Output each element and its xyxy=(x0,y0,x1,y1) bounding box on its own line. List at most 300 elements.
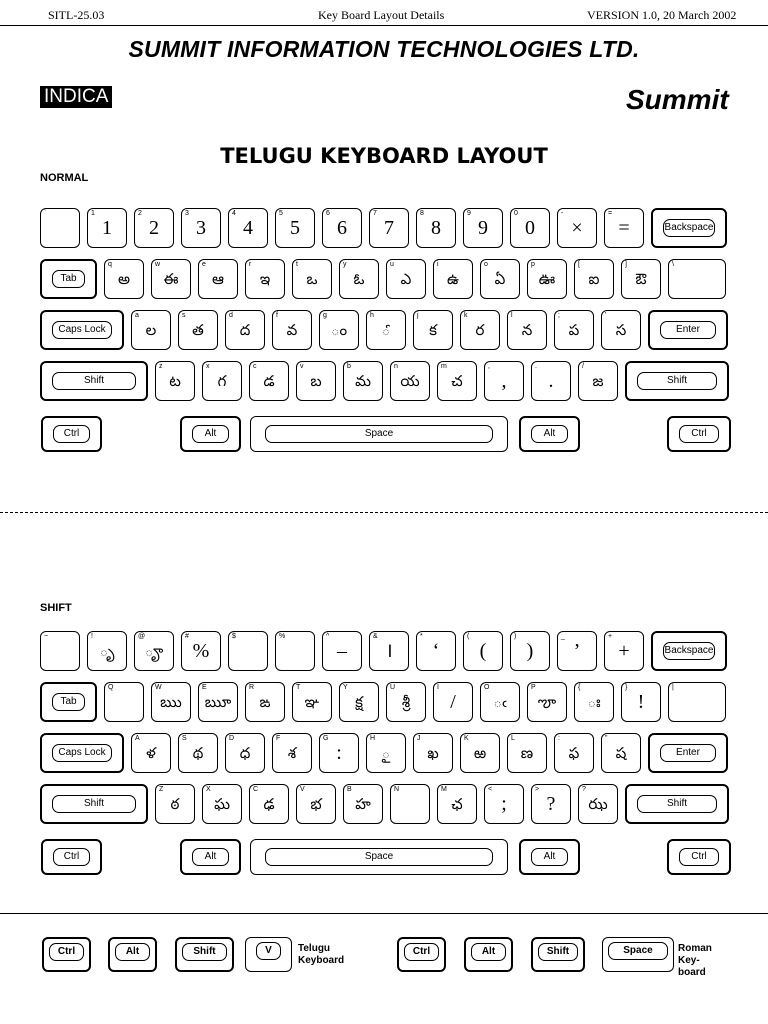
shift-shift-key xyxy=(40,784,148,824)
key-legend-char: j xyxy=(417,312,419,319)
key-glyph: = xyxy=(618,217,630,239)
normal-key-x xyxy=(202,361,242,401)
legend-roman-shift-label: Shift xyxy=(538,943,578,961)
company-name: SUMMIT INFORMATION TECHNOLOGIES LTD. xyxy=(128,36,640,62)
normal-key-4 xyxy=(228,208,268,248)
normal-key-r0k12 xyxy=(604,208,644,248)
key-glyph: + xyxy=(618,640,630,662)
shift-key-r0k4 xyxy=(228,631,268,671)
shift-key-i xyxy=(433,682,473,722)
normal-alt-key xyxy=(180,416,241,452)
shift-key-r3k9 xyxy=(531,784,571,824)
key-glyph: గ xyxy=(217,372,227,390)
normal-enter-key xyxy=(648,310,728,350)
key-legend-char: _ xyxy=(561,633,565,640)
shift-key-w xyxy=(151,682,191,722)
normal-key-b xyxy=(343,361,383,401)
key-label: Tab xyxy=(52,693,85,711)
key-legend-char: i xyxy=(437,261,439,268)
key-legend-char: R xyxy=(249,684,255,691)
shift-key-r0k9 xyxy=(463,631,503,671)
key-glyph: ౖ xyxy=(381,744,391,762)
shift-key-r0k6 xyxy=(322,631,362,671)
key-legend-char: ! xyxy=(91,633,93,640)
key-glyph: ద xyxy=(239,321,251,339)
key-legend-char: I xyxy=(437,684,439,691)
key-legend-char: o xyxy=(484,261,488,268)
key-glyph: – xyxy=(337,640,347,662)
shift-key-r0k2 xyxy=(134,631,174,671)
key-legend-char: = xyxy=(608,210,613,217)
key-glyph: ఁ xyxy=(493,693,507,711)
shift-key-z xyxy=(155,784,195,824)
normal-key-f xyxy=(272,310,312,350)
shift-key-x xyxy=(202,784,242,824)
key-legend-char: # xyxy=(185,633,189,640)
key-glyph: య xyxy=(400,372,420,390)
shift-key-j xyxy=(413,733,453,773)
shift-key-r0k0 xyxy=(40,631,80,671)
key-legend-char: . xyxy=(535,363,537,370)
normal-key-a xyxy=(131,310,171,350)
key-glyph: ౄ xyxy=(144,642,164,660)
key-glyph: చ xyxy=(451,372,463,390)
shift-section-label: SHIFT xyxy=(40,602,72,614)
normal-key-r3k8 xyxy=(484,361,524,401)
shift-key-r0k12 xyxy=(604,631,644,671)
normal-key-h xyxy=(366,310,406,350)
normal-key-2 xyxy=(134,208,174,248)
key-legend-char: 6 xyxy=(326,210,330,217)
key-legend-char: : xyxy=(558,735,560,742)
key-label: Shift xyxy=(637,372,717,390)
key-glyph: × xyxy=(571,217,583,239)
key-glyph: 3 xyxy=(196,217,206,239)
normal-key-7 xyxy=(369,208,409,248)
shift-key-h xyxy=(366,733,406,773)
normal-key-r0k0 xyxy=(40,208,80,248)
normal-key-p xyxy=(527,259,567,299)
section-divider xyxy=(0,512,768,513)
legend-v-label: V xyxy=(256,942,281,960)
key-legend-char: d xyxy=(229,312,233,319)
key-label: Ctrl xyxy=(679,848,719,866)
shift-key-f xyxy=(272,733,312,773)
normal-key-r2k10 xyxy=(554,310,594,350)
key-legend-char: e xyxy=(202,261,206,268)
key-legend-char: 2 xyxy=(138,210,142,217)
normal-alt-key xyxy=(519,416,580,452)
key-legend-char: + xyxy=(608,633,613,640)
normal-ctrl-key xyxy=(667,416,731,452)
key-glyph: ష xyxy=(615,744,627,762)
key-legend-char: ' xyxy=(605,312,607,319)
key-label: Shift xyxy=(52,372,136,390)
key-legend-char: \ xyxy=(672,261,674,268)
shift-key-r1k12 xyxy=(621,682,661,722)
key-legend-char: * xyxy=(420,633,423,640)
key-legend-char: @ xyxy=(138,633,146,640)
normal-key-m xyxy=(437,361,477,401)
key-legend-char: X xyxy=(206,786,211,793)
legend-roman-shift-key xyxy=(531,937,585,972)
key-glyph: ఓ xyxy=(353,270,365,288)
shift-key-u xyxy=(386,682,426,722)
shift-key-b xyxy=(343,784,383,824)
key-glyph: ల xyxy=(145,321,157,339)
normal-shift-key xyxy=(40,361,148,401)
normal-key-d xyxy=(225,310,265,350)
key-glyph: 8 xyxy=(431,217,441,239)
normal-key-t xyxy=(292,259,332,299)
normal-key-e xyxy=(198,259,238,299)
key-glyph: న xyxy=(521,321,533,339)
key-legend-char: ? xyxy=(582,786,586,793)
key-glyph: భ xyxy=(310,795,322,813)
key-label: Tab xyxy=(52,270,85,288)
key-legend-char: v xyxy=(300,363,304,370)
key-legend-char: K xyxy=(464,735,469,742)
key-legend-char: C xyxy=(253,786,259,793)
key-glyph: ధ xyxy=(239,744,251,762)
indica-logo: INDICA xyxy=(40,86,112,108)
legend-rule xyxy=(0,913,768,914)
key-glyph: ణ xyxy=(520,744,534,762)
key-glyph: 4 xyxy=(243,217,253,239)
normal-key-r3k9 xyxy=(531,361,571,401)
key-legend-char: y xyxy=(343,261,347,268)
shift-key-n xyxy=(390,784,430,824)
shift-key-l xyxy=(507,733,547,773)
key-legend-char: Q xyxy=(108,684,114,691)
legend-alt-key xyxy=(108,937,157,972)
normal-key-j xyxy=(413,310,453,350)
key-glyph: మ xyxy=(355,372,371,390)
shift-key-r xyxy=(245,682,285,722)
normal-tab-key xyxy=(40,259,97,299)
key-legend-char: { xyxy=(578,684,581,691)
key-glyph: ( xyxy=(479,640,487,662)
key-glyph: క్ష xyxy=(355,693,363,711)
normal-key-q xyxy=(104,259,144,299)
key-glyph: త xyxy=(192,321,204,339)
key-glyph: ; xyxy=(501,793,507,815)
key-label: Alt xyxy=(531,848,568,866)
key-legend-char: D xyxy=(229,735,235,742)
key-label: Caps Lock xyxy=(52,321,112,339)
normal-space-key xyxy=(250,416,508,452)
key-glyph: ఐ xyxy=(588,270,600,288)
legend-v-key xyxy=(245,937,292,972)
key-glyph: డ xyxy=(263,372,275,390)
key-label: Ctrl xyxy=(53,425,90,443)
normal-backspace-key xyxy=(651,208,727,248)
key-legend-char: S xyxy=(182,735,187,742)
key-label: Caps Lock xyxy=(52,744,112,762)
shift-backspace-key xyxy=(651,631,727,671)
key-label: Enter xyxy=(660,321,716,339)
shift-space-key xyxy=(250,839,508,875)
legend-roman-ctrl-key xyxy=(397,937,446,972)
shift-key-r0k1 xyxy=(87,631,127,671)
normal-key-r2k11 xyxy=(601,310,641,350)
key-glyph: ఝ xyxy=(588,795,608,813)
key-glyph: ఊ xyxy=(538,270,556,288)
normal-key-r1k12 xyxy=(621,259,661,299)
shift-key-r1k13 xyxy=(668,682,726,722)
key-glyph: 6 xyxy=(337,217,347,239)
key-legend-char: s xyxy=(182,312,186,319)
normal-key-0 xyxy=(510,208,550,248)
legend-shift-label: Shift xyxy=(182,943,227,961)
key-glyph: స xyxy=(615,321,627,339)
shift-key-c xyxy=(249,784,289,824)
key-glyph: ళ xyxy=(146,744,156,762)
shift-key-q xyxy=(104,682,144,722)
normal-key-i xyxy=(433,259,473,299)
shift-key-r3k8 xyxy=(484,784,524,824)
key-legend-char: W xyxy=(155,684,162,691)
normal-key-r0k11 xyxy=(557,208,597,248)
shift-key-r0k11 xyxy=(557,631,597,671)
key-legend-char: ) xyxy=(514,633,517,640)
legend-alt-label: Alt xyxy=(115,943,150,961)
legend-roman-text: Roman Key-board xyxy=(678,943,712,978)
summit-logo: Summit xyxy=(626,84,729,115)
key-glyph: ఏ xyxy=(494,270,506,288)
normal-key-k xyxy=(460,310,500,350)
key-legend-char: - xyxy=(561,210,564,217)
doc-version: VERSION 1.0, 20 March 2002 xyxy=(587,8,737,22)
key-legend-char: ` xyxy=(44,210,47,217)
legend-roman-alt-label: Alt xyxy=(471,943,506,961)
key-glyph: ఠ xyxy=(170,795,180,813)
normal-shift-key xyxy=(625,361,729,401)
key-glyph: ౡ xyxy=(537,693,557,711)
normal-key-o xyxy=(480,259,520,299)
shift-key-r0k7 xyxy=(369,631,409,671)
key-legend-char: $ xyxy=(232,633,236,640)
key-legend-char: l xyxy=(511,312,513,319)
legend-space-key xyxy=(602,937,674,972)
key-glyph: శ్రీ xyxy=(401,693,411,711)
key-label: Ctrl xyxy=(53,848,90,866)
key-glyph: ఢ xyxy=(263,795,275,813)
key-glyph: 0 xyxy=(525,217,535,239)
key-glyph: ’ xyxy=(573,640,581,662)
normal-key-z xyxy=(155,361,195,401)
legend-roman-alt-key xyxy=(464,937,513,972)
key-legend-char: g xyxy=(323,312,327,319)
key-glyph: ః xyxy=(587,693,601,711)
key-legend-char: a xyxy=(135,312,139,319)
shift-key-r2k11 xyxy=(601,733,641,773)
key-legend-char: L xyxy=(511,735,515,742)
shift-key-y xyxy=(339,682,379,722)
shift-key-o xyxy=(480,682,520,722)
key-label: Backspace xyxy=(663,219,715,237)
key-label: Space xyxy=(265,848,493,866)
key-legend-char: w xyxy=(155,261,161,268)
key-legend-char: f xyxy=(276,312,278,319)
key-legend-char: 0 xyxy=(514,210,518,217)
shift-alt-key xyxy=(180,839,241,875)
key-legend-char: H xyxy=(370,735,376,742)
key-glyph: ఇ xyxy=(259,270,271,288)
key-legend-char: E xyxy=(202,684,207,691)
normal-key-u xyxy=(386,259,426,299)
key-legend-char: t xyxy=(296,261,298,268)
key-legend-char: & xyxy=(373,633,378,640)
key-glyph: ఖ xyxy=(427,744,439,762)
shift-key-a xyxy=(131,733,171,773)
key-legend-char: p xyxy=(531,261,535,268)
shift-key-d xyxy=(225,733,265,773)
key-glyph: , xyxy=(501,370,507,392)
key-label: Alt xyxy=(192,848,229,866)
normal-key-l xyxy=(507,310,547,350)
key-legend-char: n xyxy=(394,363,398,370)
page-title: TELUGU KEYBOARD LAYOUT xyxy=(220,144,548,168)
normal-key-9 xyxy=(463,208,503,248)
normal-key-1 xyxy=(87,208,127,248)
key-glyph: ఘ xyxy=(214,795,230,813)
key-label: Ctrl xyxy=(679,425,719,443)
key-legend-char: > xyxy=(535,786,540,793)
key-legend-char: P xyxy=(531,684,536,691)
normal-key-c xyxy=(249,361,289,401)
key-glyph: ఱ xyxy=(473,744,487,762)
key-glyph: ట xyxy=(169,372,181,390)
normal-key-r xyxy=(245,259,285,299)
key-legend-char: c xyxy=(253,363,257,370)
key-glyph: ఞ xyxy=(304,693,320,711)
normal-key-6 xyxy=(322,208,362,248)
key-legend-char: O xyxy=(484,684,490,691)
key-legend-char: u xyxy=(390,261,394,268)
key-legend-char: Y xyxy=(343,684,348,691)
shift-key-r0k10 xyxy=(510,631,550,671)
key-glyph: ర xyxy=(475,321,485,339)
key-glyph: ? xyxy=(546,793,556,815)
key-legend-char: 3 xyxy=(185,210,189,217)
shift-ctrl-key xyxy=(41,839,102,875)
key-legend-char: x xyxy=(206,363,210,370)
normal-key-s xyxy=(178,310,218,350)
legend-space-label: Space xyxy=(608,942,668,960)
key-label: Shift xyxy=(637,795,717,813)
key-legend-char: r xyxy=(249,261,252,268)
normal-key-5 xyxy=(275,208,315,248)
key-legend-char: h xyxy=(370,312,374,319)
normal-section-label: NORMAL xyxy=(40,172,89,184)
key-legend-char: m xyxy=(441,363,447,370)
key-legend-char: " xyxy=(605,735,608,742)
key-label: Shift xyxy=(52,795,136,813)
key-glyph: ఛ xyxy=(451,795,463,813)
key-glyph: ఫ xyxy=(568,744,580,762)
key-legend-char: b xyxy=(347,363,351,370)
normal-ctrl-key xyxy=(41,416,102,452)
shift-key-g xyxy=(319,733,359,773)
key-glyph: 7 xyxy=(384,217,394,239)
shift-key-r3k10 xyxy=(578,784,618,824)
key-glyph: ఒ xyxy=(306,270,318,288)
doc-id: SITL-25.03 xyxy=(48,8,105,22)
key-glyph: హ xyxy=(355,795,371,813)
key-glyph: అ xyxy=(117,270,130,288)
normal-key-n xyxy=(390,361,430,401)
shift-enter-key xyxy=(648,733,728,773)
key-legend-char: G xyxy=(323,735,329,742)
shift-key-r0k3 xyxy=(181,631,221,671)
shift-ctrl-key xyxy=(667,839,731,875)
key-legend-char: U xyxy=(390,684,396,691)
key-glyph: ఙ xyxy=(259,693,271,711)
key-legend-char: ] xyxy=(625,261,627,268)
key-glyph: ఈ xyxy=(163,270,179,288)
key-legend-char: N xyxy=(394,786,400,793)
shift-key-s xyxy=(178,733,218,773)
key-glyph: ప xyxy=(568,321,580,339)
key-glyph: వ xyxy=(286,321,298,339)
key-legend-char: M xyxy=(441,786,447,793)
key-glyph: 2 xyxy=(149,217,159,239)
shift-key-k xyxy=(460,733,500,773)
key-legend-char: 7 xyxy=(373,210,377,217)
key-glyph: క xyxy=(429,321,437,339)
header-rule xyxy=(0,25,768,26)
key-legend-char: } xyxy=(625,684,628,691)
normal-key-3 xyxy=(181,208,221,248)
key-glyph: ఋ xyxy=(160,693,182,711)
key-legend-char: 9 xyxy=(467,210,471,217)
key-label: Alt xyxy=(531,425,568,443)
key-legend-char: < xyxy=(488,786,493,793)
key-glyph: 9 xyxy=(478,217,488,239)
key-legend-char: A xyxy=(135,735,140,742)
shift-key-r1k11 xyxy=(574,682,614,722)
shift-key-v xyxy=(296,784,336,824)
key-glyph: ‘ xyxy=(432,640,440,662)
legend-roman-ctrl-label: Ctrl xyxy=(404,943,439,961)
key-legend-char: ~ xyxy=(44,633,49,640)
key-glyph: ! xyxy=(637,691,645,713)
shift-key-m xyxy=(437,784,477,824)
key-legend-char: k xyxy=(464,312,468,319)
key-glyph: ౕ xyxy=(381,321,391,339)
legend-ctrl-key xyxy=(42,937,91,972)
shift-alt-key xyxy=(519,839,580,875)
key-legend-char: F xyxy=(276,735,281,742)
key-label: Backspace xyxy=(663,642,715,660)
key-glyph: 1 xyxy=(102,217,112,239)
key-label: Alt xyxy=(192,425,229,443)
key-glyph: థ xyxy=(192,744,204,762)
key-legend-char: [ xyxy=(578,261,580,268)
shift-shift-key xyxy=(625,784,729,824)
key-legend-char: 5 xyxy=(279,210,283,217)
key-glyph: ృ xyxy=(99,642,115,660)
normal-key-v xyxy=(296,361,336,401)
key-legend-char: % xyxy=(279,633,286,640)
shift-key-t xyxy=(292,682,332,722)
key-legend-char: | xyxy=(672,684,674,691)
key-legend-char: B xyxy=(347,786,352,793)
key-legend-char: q xyxy=(108,261,112,268)
key-glyph: ఆ xyxy=(212,270,224,288)
legend-telugu-text: Telugu Keyboard xyxy=(298,943,345,966)
